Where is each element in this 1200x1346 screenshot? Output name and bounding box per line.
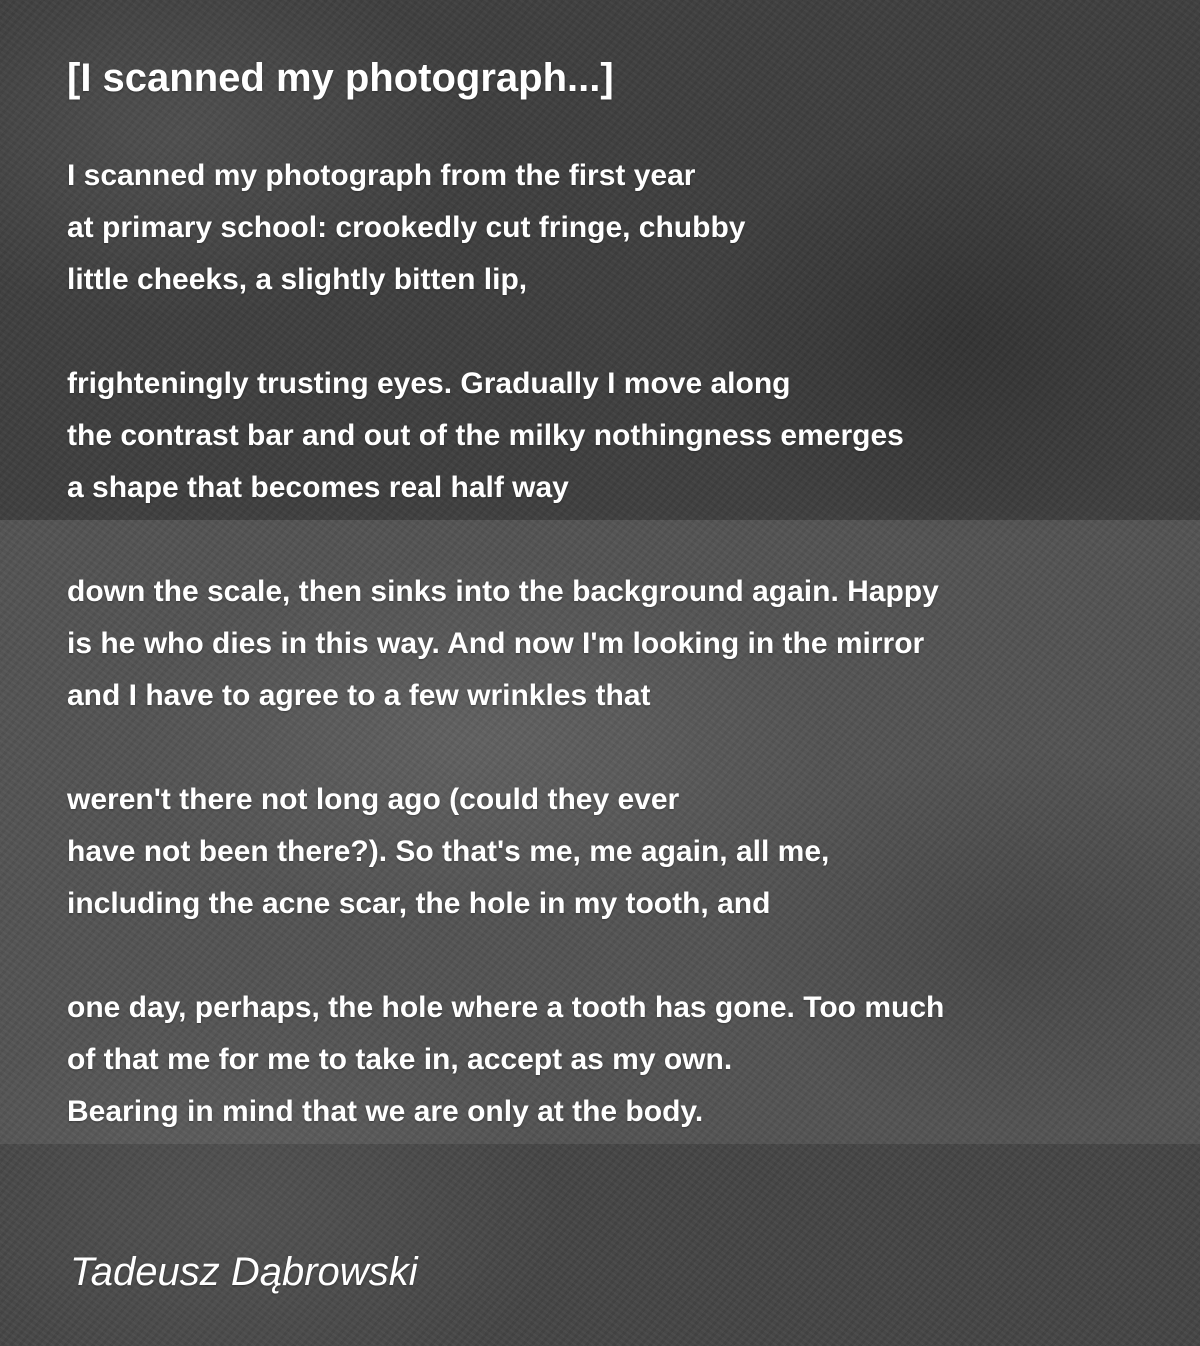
poem-line: little cheeks, a slightly bitten lip, [67,263,528,296]
poem-line: frighteningly trusting eyes. Gradually I move along [67,367,791,400]
poem-line: and I have to agree to a few wrinkles that [67,679,651,712]
poem-line: have not been there?). So that's me, me again, all me, [67,835,830,868]
stanza-2 [67,358,1167,514]
stanza-1 [67,150,1167,306]
stanza-4 [67,774,1167,930]
poem-line: of that me for me to take in, accept as my own. [67,1043,733,1076]
poem-body [67,150,1167,1190]
poem-line: at primary school: crookedly cut fringe, chubby [67,211,746,244]
poem-line: weren't there not long ago (could they ever [67,783,680,816]
poem-author: Tadeusz Dąbrowski [70,1250,418,1294]
poem-line: Bearing in mind that we are only at the body. [67,1095,704,1128]
poem-line: down the scale, then sinks into the background again. Happy [67,575,939,608]
poem-line: including the acne scar, the hole in my tooth, and [67,887,771,920]
poem-line: a shape that becomes real half way [67,471,569,504]
poem-line: one day, perhaps, the hole where a tooth has gone. Too much [67,991,945,1024]
poem-line: the contrast bar and out of the milky nothingness emerges [67,419,904,452]
stanza-5 [67,982,1167,1138]
poem-line: I scanned my photograph from the first year [67,159,696,192]
poem-title: [I scanned my photograph...] [67,56,614,100]
stanza-3 [67,566,1167,722]
poem-line: is he who dies in this way. And now I'm looking in the mirror [67,627,925,660]
